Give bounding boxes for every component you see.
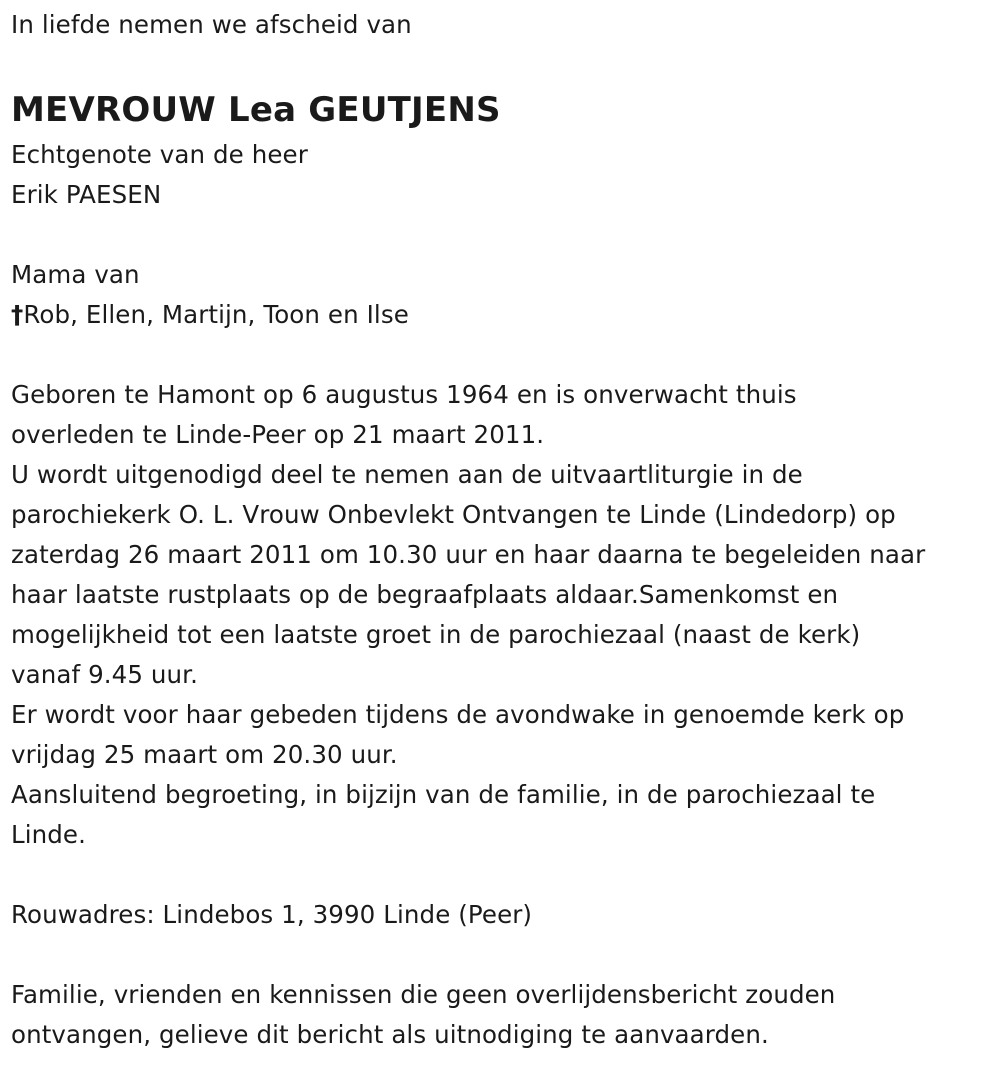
body-line: Aansluitend begroeting, in bijzijn van de familie, in de parochiezaal te [11, 780, 876, 809]
body-line: zaterdag 26 maart 2011 om 10.30 uur en haar daarna te begeleiden naar [11, 540, 926, 569]
body-line: Er wordt voor haar gebeden tijdens de avondwake in genoemde kerk op [11, 700, 905, 729]
closing-line: Familie, vrienden en kennissen die geen overlijdensbericht zouden [11, 980, 836, 1009]
deceased-name: MEVROUW Lea GEUTJENS [11, 90, 501, 130]
children-list [11, 295, 996, 335]
spacer [11, 935, 996, 975]
body-line: overleden te Linde-Peer op 21 maart 2011. [11, 420, 545, 449]
intro-text: In liefde nemen we afscheid van [11, 10, 412, 39]
mourning-address: Rouwadres: Lindebos 1, 3990 Linde (Peer) [11, 900, 533, 929]
cross-icon: † [11, 300, 24, 329]
children-names: Rob, Ellen, Martijn, Toon en Ilse [23, 300, 409, 329]
death-notice [11, 0, 996, 1055]
spacer [11, 215, 996, 255]
body-line: mogelijkheid tot een laatste groet in de parochiezaal (naast de kerk) [11, 620, 861, 649]
body-line: parochiekerk O. L. Vrouw Onbevlekt Ontvangen te Linde (Lindedorp) op [11, 500, 896, 529]
body-line: Geboren te Hamont op 6 augustus 1964 en is onverwacht thuis [11, 380, 797, 409]
spacer [11, 855, 996, 895]
body-line: Linde. [11, 820, 86, 849]
spouse-line-1: Echtgenote van de heer [11, 140, 308, 169]
spacer [11, 335, 996, 375]
body-line: vanaf 9.45 uur. [11, 660, 198, 689]
closing-line: ontvangen, gelieve dit bericht als uitnodiging te aanvaarden. [11, 1020, 769, 1049]
body-line: haar laatste rustplaats op de begraafplaats aldaar.Samenkomst en [11, 580, 839, 609]
body-line: U wordt uitgenodigd deel te nemen aan de uitvaartliturgie in de [11, 460, 803, 489]
body-line: vrijdag 25 maart om 20.30 uur. [11, 740, 398, 769]
spouse-line-2: Erik PAESEN [11, 180, 162, 209]
body-text [11, 375, 996, 855]
children-heading: Mama van [11, 260, 140, 289]
